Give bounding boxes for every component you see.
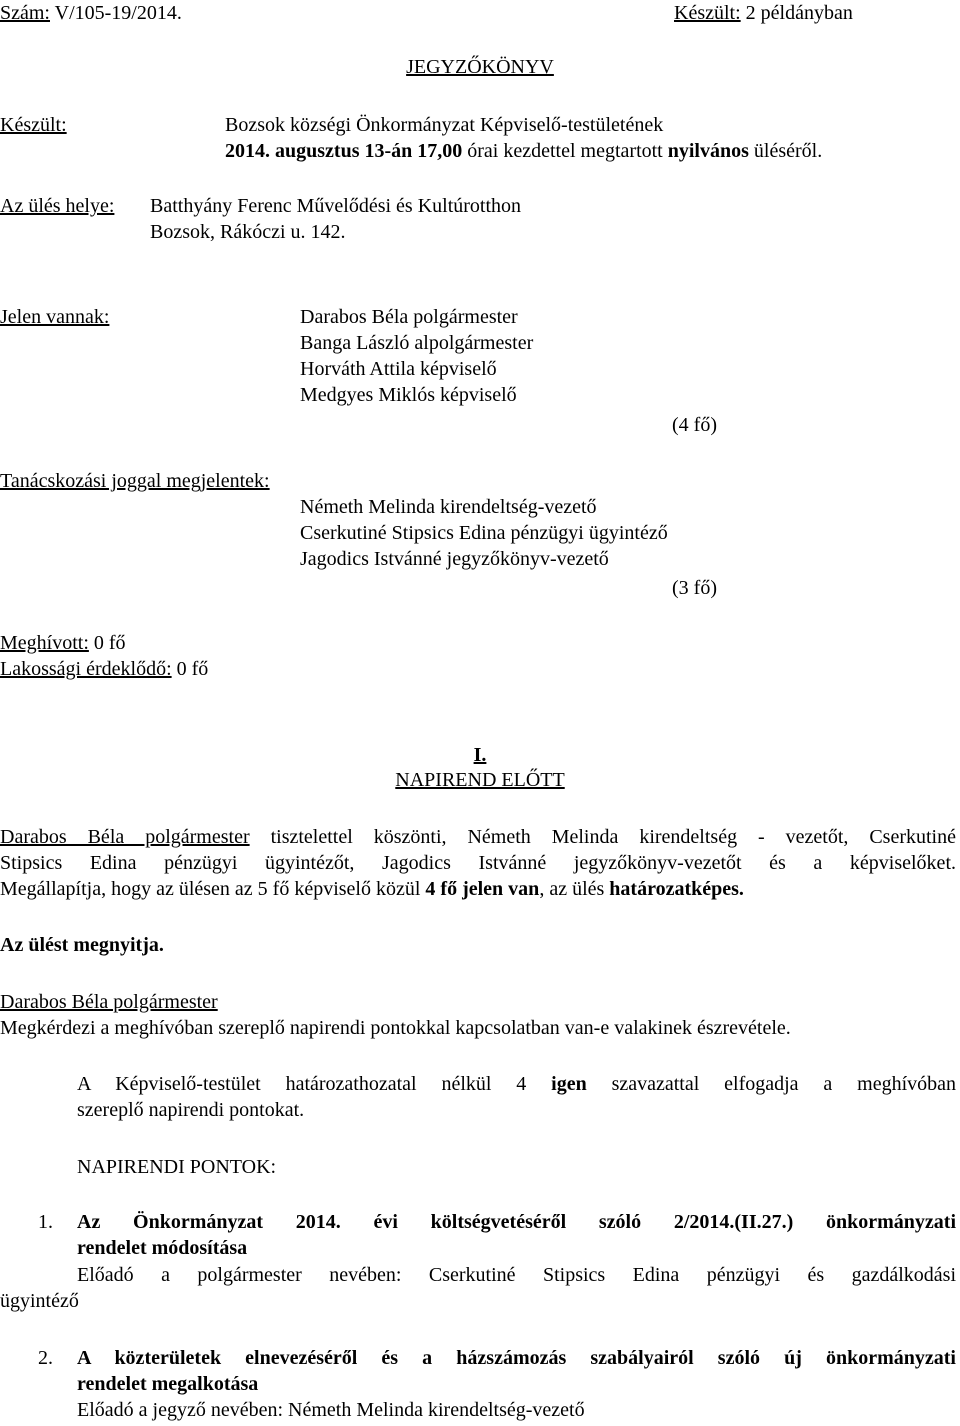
made-line-1: Bozsok községi Önkormányzat Képviselő-testületének [225, 114, 664, 136]
meeting-type: nyilvános [667, 140, 749, 162]
greeting-line-1 [0, 824, 956, 850]
question-text: Megkérdezi a meghívóban szereplő napirendi pontokkal kapcsolatban van-e valakinek észrevétele. [0, 1017, 791, 1039]
present-member: Horváth Attila képviselő [300, 358, 497, 380]
present-count: (4 fő) [672, 414, 717, 436]
agenda-item-number: 1. [38, 1211, 53, 1233]
vote-line-2: szereplő napirendi pontokat. [77, 1099, 305, 1121]
quorum-text: Megállapítja, hogy az ülésen az 5 fő képviselő közül [0, 878, 426, 900]
agenda-item-title-cont: rendelet módosítása [77, 1237, 248, 1259]
document-number-value: V/105-19/2014. [54, 2, 182, 24]
copies-label: Készült: [674, 2, 741, 24]
invited-row [0, 630, 126, 656]
agenda-item-title: Az Önkormányzat 2014. évi költségvetéséről szóló 2/2014.(II.27.) önkormányzati [77, 1211, 956, 1233]
public-value: 0 fő [176, 658, 209, 680]
agenda-item-presenter: Előadó a polgármester nevében: Cserkutiné Stipsics Edina pénzügyi és gazdálkodási [77, 1264, 956, 1286]
quorum-status: határozatképes. [609, 878, 744, 900]
advisory-member: Jagodics Istvánné jegyzőkönyv-vezető [300, 548, 609, 570]
invited-label: Meghívott: [0, 632, 89, 654]
made-line-2 [225, 138, 822, 164]
agenda-title: NAPIRENDI PONTOK: [77, 1156, 277, 1178]
vote-text: A Képviselő-testület határozathozatal nélkül 4 [77, 1073, 552, 1095]
agenda-item-presenter: Előadó a jegyző nevében: Németh Melinda kirendeltség-vezető [77, 1399, 585, 1421]
advisory-member: Németh Melinda kirendeltség-vezető [300, 496, 597, 518]
vote-text-end: szavazattal elfogadja a meghívóban [586, 1073, 956, 1095]
location-line-2: Bozsok, Rákóczi u. 142. [150, 221, 346, 243]
greeting-text: tisztelettel köszönti, Németh Melinda kirendeltség - vezetőt, Cserkutiné [270, 826, 956, 848]
agenda-item-number: 2. [38, 1347, 53, 1369]
present-member: Darabos Béla polgármester [300, 306, 518, 328]
copies-value: 2 példányban [745, 2, 853, 24]
advisory-count: (3 fő) [672, 577, 717, 599]
advisory-label: Tanácskozási joggal megjelentek: [0, 470, 270, 492]
advisory-member: Cserkutiné Stipsics Edina pénzügyi ügyintéző [300, 522, 668, 544]
made-label: Készült: [0, 114, 67, 136]
public-label: Lakossági érdeklődő: [0, 658, 172, 680]
greeting-line-3 [0, 876, 744, 902]
location-label: Az ülés helye: [0, 195, 115, 217]
copies-info [674, 0, 853, 26]
made-text: órai kezdettel megtartott [462, 140, 668, 162]
present-member: Banga László alpolgármester [300, 332, 534, 354]
quorum-text-mid: , az ülés [539, 878, 610, 900]
location-line-1: Batthyány Ferenc Művelődési és Kultúrotthon [150, 195, 522, 217]
vote-line-1 [77, 1071, 956, 1097]
made-text-end: üléséről. [748, 140, 823, 162]
meeting-opened: Az ülést megnyitja. [0, 934, 164, 956]
section-title: NAPIREND ELŐTT [395, 769, 565, 791]
meeting-date: 2014. augusztus 13-án 17,00 [225, 140, 463, 162]
speaker-2: Darabos Béla polgármester [0, 991, 218, 1013]
present-count-bold: 4 fő jelen van [425, 878, 540, 900]
section-number: I. [473, 744, 487, 766]
agenda-item-title-cont: rendelet megalkotása [77, 1373, 259, 1395]
vote-yes: igen [551, 1073, 587, 1095]
present-member: Medgyes Miklós képviselő [300, 384, 517, 406]
document-number [0, 0, 182, 26]
public-row [0, 656, 208, 682]
present-label: Jelen vannak: [0, 306, 110, 328]
greeting-line-2: Stipsics Edina pénzügyi ügyintézőt, Jagodics Istvánné jegyzőkönyv-vezetőt és a képviselőket. [0, 852, 956, 874]
speaker-name: Darabos Béla polgármester [0, 826, 250, 848]
agenda-item-title: A közterületek elnevezéséről és a házszámozás szabályairól szóló új önkormányzati [77, 1347, 956, 1369]
document-number-label: Szám: [0, 2, 50, 24]
agenda-item-presenter-cont: ügyintéző [0, 1290, 79, 1312]
invited-value: 0 fő [93, 632, 126, 654]
page-title: JEGYZŐKÖNYV [406, 56, 554, 78]
